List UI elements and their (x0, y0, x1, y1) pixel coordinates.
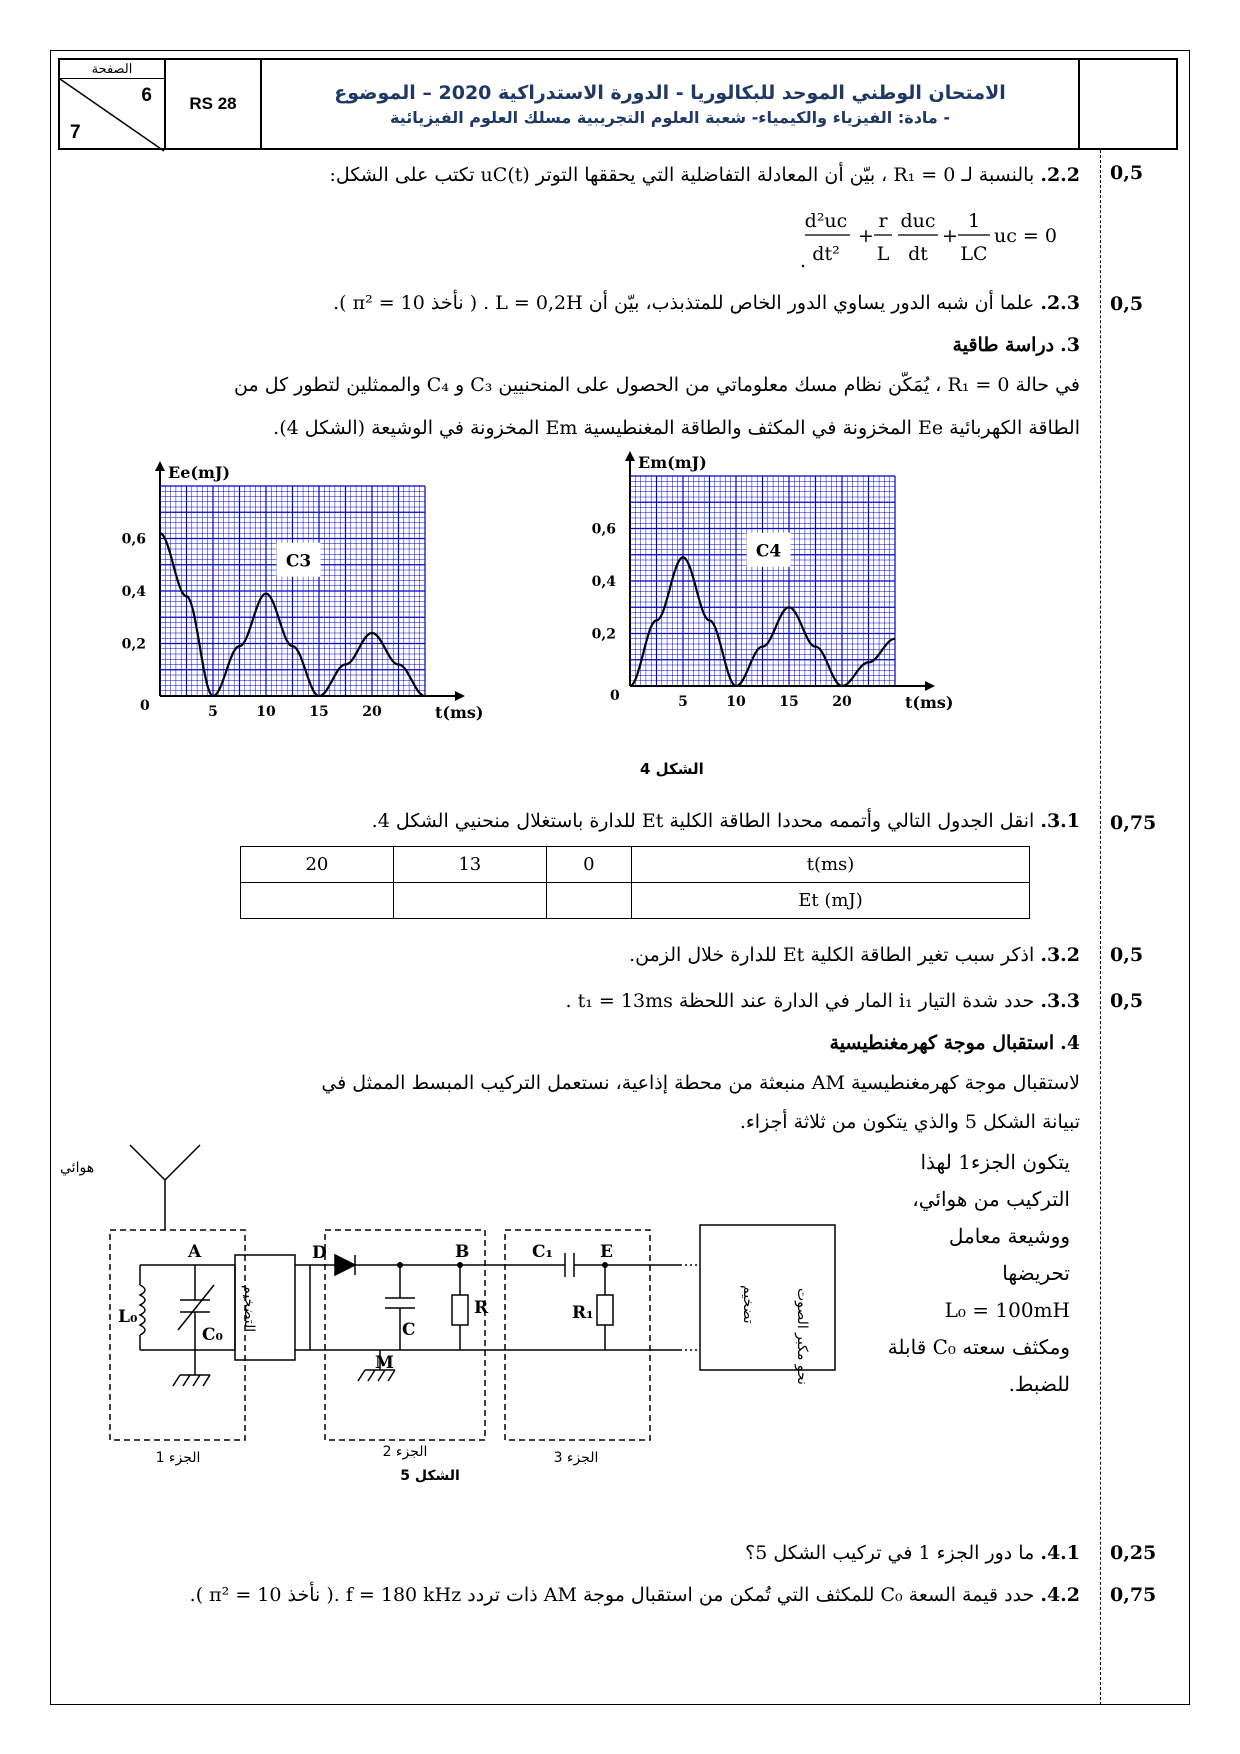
amp-box-label: التضخيم (241, 1285, 257, 1333)
part-3-box (505, 1230, 650, 1440)
q-number: 4.2. (1040, 1584, 1080, 1606)
section-4-line-1: لاستقبال موجة كهرمغنطيسية AM منبعثة من محطة إذاعية، نستعمل التركيب المبسط الممثل في (321, 1072, 1080, 1094)
eq-term-4-den: LC (960, 243, 988, 265)
part-1-box (110, 1230, 245, 1440)
eq-plus-1: + (858, 225, 874, 247)
score-3-1: 0,75 (1110, 812, 1157, 834)
x-tick-label: 10 (726, 694, 746, 710)
q-number: 2.2. (1040, 164, 1080, 186)
chart-c3 (122, 461, 484, 722)
section-3-line-2: الطاقة الكهربائية Ee المخزونة في المكثف والطاقة المغنطيسية Em المخزونة في الوشيعة (الشكل 4). (273, 417, 1080, 439)
score-divider (1100, 150, 1101, 1705)
c-label: C (402, 1320, 416, 1340)
eq-term-3-num: duc (900, 210, 936, 232)
score-2-2: 0,5 (1110, 162, 1144, 184)
eq-term-3-den: dt (908, 243, 928, 265)
q-number: 3.3. (1040, 990, 1080, 1012)
r-label: R (474, 1298, 489, 1318)
section-4-title (160, 1028, 1080, 1058)
table-row (241, 847, 1030, 883)
question-4-2 (120, 1580, 1080, 1610)
q-number: 2.3. (1040, 292, 1080, 314)
question-3-1 (160, 806, 1080, 836)
antenna-label: هوائي (60, 1160, 95, 1176)
node-m-label: M (375, 1353, 394, 1373)
score-4-1: 0,25 (1110, 1542, 1157, 1564)
section-4-line-2: تبيانة الشكل 5 والذي يتكون من ثلاثة أجزاء. (739, 1111, 1080, 1133)
header-empty-cell (1078, 60, 1176, 148)
node-e-label: E (600, 1242, 613, 1262)
variable-capacitor-arrow-icon (178, 1285, 214, 1330)
differential-equation (800, 205, 1070, 275)
c0-label: C₀ (202, 1325, 223, 1345)
q-number: 3. (1060, 334, 1080, 356)
figure-5-circuit (60, 1150, 880, 1484)
q-text: علما أن شبه الدور يساوي الدور الخاص للمتذبذب، بيّن أن L = 0,2H . ( نأخذ π² = 10 ). (333, 292, 1035, 314)
page-label: الصفحة (60, 60, 164, 79)
q-text: ما دور الجزء 1 في تركيب الشكل 5؟ (745, 1542, 1035, 1564)
r1-label: R₁ (572, 1303, 594, 1323)
side-line: تحريضها (1002, 1261, 1070, 1285)
x-axis-label: t(ms) (435, 703, 484, 722)
q-text: انقل الجدول التالي وأتممه محددا الطاقة الكلية Et للدارة باستغلال منحنيي الشكل 4. (371, 810, 1035, 832)
x-tick-label: 15 (309, 704, 329, 720)
part-1-label: الجزء 1 (155, 1450, 201, 1466)
figure-4-caption: الشكل 4 (640, 760, 704, 778)
question-2-3 (160, 288, 1080, 318)
side-line: ووشيعة معامل (948, 1224, 1070, 1248)
page-number: 6 (141, 85, 152, 106)
q-text: حدد شدة التيار i₁ المار في الدارة عند اللحظة t₁ = 13ms . (565, 990, 1035, 1012)
q-number: 4.1. (1040, 1542, 1080, 1564)
exam-title (262, 60, 1078, 148)
side-line: يتكون الجزء1 لهذا (920, 1150, 1070, 1174)
y-tick-label: 0,2 (591, 626, 616, 643)
page-total: 7 (70, 122, 81, 143)
y-tick-label: 0,6 (121, 531, 146, 548)
eq-term-2-den: L (876, 243, 890, 265)
x-tick-label: 15 (779, 694, 799, 710)
x-tick-label: 10 (256, 704, 276, 720)
y-tick-label: 0,2 (121, 636, 146, 653)
table-header-cell: t(ms) (632, 847, 1030, 883)
figure-4 (110, 453, 1070, 786)
x-tick-label: 20 (832, 694, 852, 710)
side-line: ومكثف سعته C₀ قابلة (887, 1335, 1070, 1359)
x-axis-arrow-icon (455, 691, 465, 701)
y-tick-label: 0,6 (591, 521, 616, 538)
y-tick-label: 0 (610, 688, 620, 704)
y-axis-label: Em(mJ) (638, 453, 707, 472)
q-number: 3.1. (1040, 810, 1080, 832)
table-cell: 13 (393, 847, 546, 883)
question-2-2 (180, 160, 1080, 190)
x-tick-label: 5 (208, 704, 218, 720)
exam-code: RS 28 (164, 60, 262, 148)
x-tick-label: 5 (678, 694, 688, 710)
eq-term-2-num: r (878, 210, 888, 232)
side-line: للضبط. (1008, 1372, 1070, 1396)
figure-5-caption: الشكل 5 (400, 1468, 460, 1484)
q-text: اذكر سبب تغير الطاقة الكلية Et للدارة خلال الزمن. (629, 944, 1035, 966)
score-3-2: 0,5 (1110, 944, 1144, 966)
chart-c4 (592, 451, 954, 712)
diode-icon (335, 1255, 355, 1275)
score-3-3: 0,5 (1110, 990, 1144, 1012)
section-3-line-1: في حالة R₁ = 0 ، يُمَكّن نظام مسك معلوماتي من الحصول على المنحنيين C₃ و C₄ والممثلين لتطور كل من (234, 374, 1080, 396)
page-counter (60, 60, 164, 148)
section-3-title (160, 330, 1080, 360)
eq-plus-2: + (942, 225, 958, 247)
title-line-2: - مادة: الفيزياء والكيمياء- شعبة العلوم التجريبية مسلك العلوم الفيزيائية (389, 107, 951, 127)
part-2-label: الجزء 2 (382, 1444, 428, 1460)
section-title: دراسة طاقية (952, 334, 1055, 356)
l0-label: L₀ (118, 1307, 138, 1327)
inductor-l0-icon (140, 1285, 145, 1335)
x-tick-label: 20 (362, 704, 382, 720)
q-number: 3.2. (1040, 944, 1080, 966)
speaker-label: نحو مكبر الصوت (794, 1288, 810, 1385)
antenna-icon (130, 1145, 200, 1230)
question-3-3 (160, 986, 1080, 1016)
score-4-2: 0,75 (1110, 1584, 1157, 1606)
table-cell: 20 (241, 847, 394, 883)
title-line-1: الامتحان الوطني الموحد للبكالوريا - الدورة الاستدراكية 2020 – الموضوع (334, 81, 1006, 104)
section-title: استقبال موجة كهرمغنطيسية (829, 1032, 1055, 1054)
eq-term-1-den: dt² (812, 243, 840, 265)
side-line: L₀ = 100mH (944, 1298, 1070, 1322)
exam-header (58, 58, 1178, 150)
side-line: التركيب من هوائي، (912, 1187, 1070, 1211)
x-axis-label: t(ms) (905, 693, 954, 712)
table-row (241, 883, 1030, 919)
energy-table (240, 846, 1030, 919)
diode-label: D (312, 1243, 327, 1263)
y-tick-label: 0 (140, 698, 150, 714)
eq-term-1-num: d²uc (804, 210, 848, 232)
eq-term-4-num: 1 (967, 210, 981, 232)
node-a-label: A (188, 1242, 202, 1262)
y-axis-label: Ee(mJ) (168, 463, 231, 482)
c1-label: C₁ (532, 1242, 553, 1262)
table-cell (546, 883, 631, 919)
table-cell: 0 (546, 847, 631, 883)
output-box-label: تضخيم (740, 1285, 756, 1324)
eq-tail: uc = 0 (994, 225, 1057, 247)
curve-label: C4 (755, 541, 782, 562)
eq-dot: . (800, 250, 807, 272)
question-3-2 (160, 940, 1080, 970)
node-b-label: B (455, 1242, 470, 1262)
score-2-3: 0,5 (1110, 293, 1144, 315)
q-text: حدد قيمة السعة C₀ للمكثف التي تُمكن من استقبال موجة AM ذات تردد f = 180 kHz .( نأخذ π² = 10 ). (189, 1584, 1035, 1606)
y-tick-label: 0,4 (591, 574, 616, 590)
y-tick-label: 0,4 (121, 584, 146, 600)
table-header-cell: Et (mJ) (632, 883, 1030, 919)
part-3-label: الجزء 3 (553, 1450, 599, 1466)
curve-label: C3 (285, 551, 312, 572)
q-text: بالنسبة لـ R₁ = 0 ، بيّن أن المعادلة التفاضلية التي يحققها التوتر uC(t) تكتب على الشكل: (329, 164, 1035, 186)
q-number: 4. (1060, 1032, 1080, 1054)
question-4-1 (160, 1538, 1080, 1568)
x-axis-arrow-icon (925, 681, 935, 691)
table-cell (241, 883, 394, 919)
table-cell (393, 883, 546, 919)
